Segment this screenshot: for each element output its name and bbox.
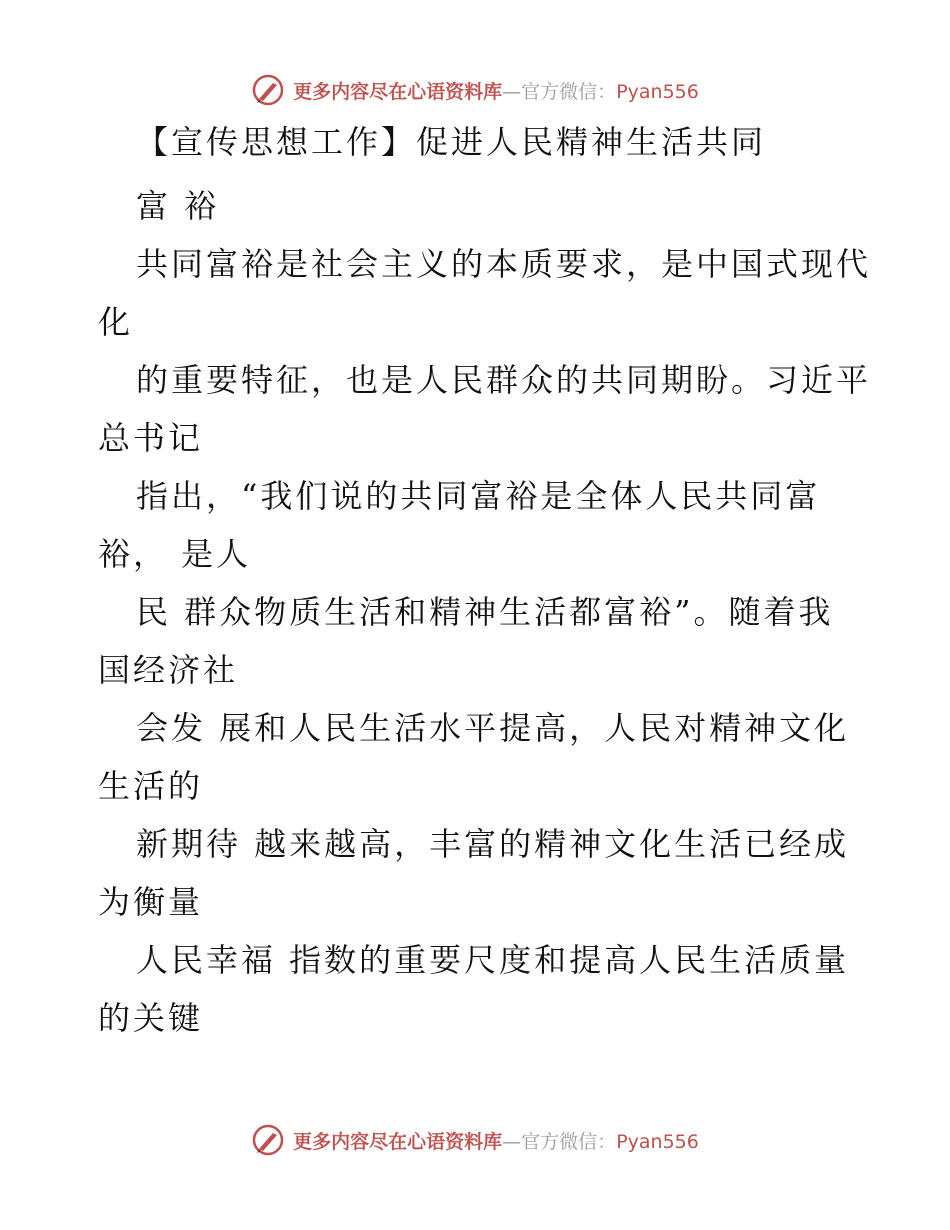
banner-site-name: 更多内容尽在心语资料库 [293,1130,503,1153]
banner-text [293,77,699,104]
paragraph-line: 指出，“我们说的共同富裕是全体人民共同富 [136,477,821,515]
banner-dash: — [502,1130,522,1153]
paragraph-line: 为衡量 [98,883,204,921]
paragraph-line: 新期待 越来越高，丰富的精神文化生活已经成 [136,825,850,863]
pen-logo-icon [251,73,285,107]
paragraph-line: 总书记 [98,419,204,457]
pen-logo-icon [251,1123,285,1157]
paragraph-line: 共同富裕是社会主义的本质要求，是中国式现代 [136,245,872,283]
banner-wechat-label: 官方微信： [521,80,617,103]
paragraph-line: 民 群众物质生活和精神生活都富裕”。随着我 [136,593,834,631]
paragraph-line: 生活的 [98,767,204,805]
paragraph-line: 人民幸福 指数的重要尺度和提高人民生活质量 [136,941,850,979]
paragraph-line: 的关键 [98,999,204,1037]
footer-banner [0,1120,950,1160]
banner-text [293,1127,699,1154]
banner-site-name: 更多内容尽在心语资料库 [293,80,503,103]
paragraph-line: 会发 展和人民生活水平提高，人民对精神文化 [136,709,850,747]
paragraph-line: 的重要特征，也是人民群众的共同期盼。习近平 [136,361,872,399]
banner-wechat-id: Pyan556 [616,80,699,103]
document-title-continued: 富 裕 [136,187,220,225]
banner-wechat-id: Pyan556 [616,1130,699,1153]
header-banner [0,70,950,110]
paragraph-line: 化 [98,303,134,341]
document-title: 【宣传思想工作】促进人民精神生活共同 [136,123,767,161]
paragraph-line: 裕， 是人 [98,535,252,573]
banner-dash: — [502,80,522,103]
banner-wechat-label: 官方微信： [521,1130,617,1153]
paragraph-line: 国经济社 [98,651,239,689]
